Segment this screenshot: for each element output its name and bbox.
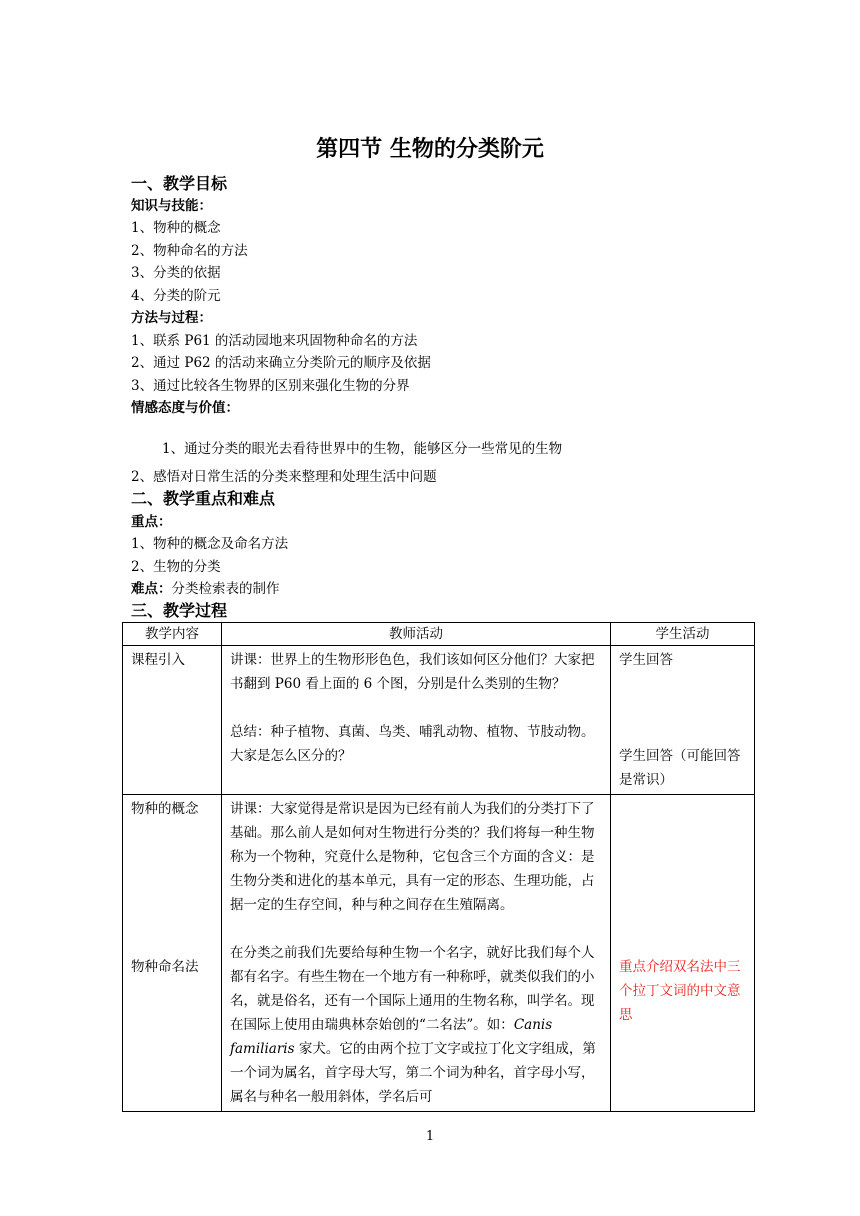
- table-row: [123, 646, 755, 795]
- emotion-heading: 情感态度与价值：: [131, 400, 239, 416]
- row2-student-note: 重点介绍双名法中三个拉丁文词的中文意思: [619, 959, 741, 1023]
- row2-teacher-naming: [230, 941, 602, 1109]
- row2-content-naming: 物种命名法: [131, 959, 199, 975]
- row1-teacher: [222, 646, 611, 795]
- row1-student: [611, 646, 755, 795]
- page-number: 1: [425, 1129, 435, 1144]
- difficult-text: 分类检索表的制作: [171, 581, 280, 597]
- method-item: 2、通过 P62 的活动来确立分类阶元的顺序及依据: [131, 355, 431, 371]
- emotion-item: 2、感悟对日常生活的分类来整理和处理生活中问题: [131, 469, 437, 485]
- key-item: 2、生物的分类: [131, 559, 221, 575]
- key-item: 1、物种的概念及命名方法: [131, 536, 289, 552]
- header-content: 教学内容: [123, 623, 222, 646]
- emotion-item: 1、通过分类的眼光去看待世界中的生物，能够区分一些常见的生物: [162, 441, 563, 457]
- difficult-label: 难点：: [131, 581, 172, 597]
- table-header-row: [123, 623, 755, 646]
- method-heading: 方法与过程：: [131, 310, 212, 326]
- knowledge-heading: 知识与技能：: [131, 198, 212, 214]
- naming-text-cont: 家犬。它的由两个拉丁文字或拉丁化文字组成，第一个词为属名，首字母大写，第二个词为种名，首字母小写，属名与种名一般用斜体，学名后可: [230, 1041, 596, 1105]
- knowledge-item: 2、物种命名的方法: [131, 243, 248, 259]
- page-title: 第四节 生物的分类阶元: [316, 137, 544, 162]
- knowledge-item: 4、分类的阶元: [131, 288, 221, 304]
- row1-content: 课程引入: [123, 646, 222, 795]
- row1-student-answer-2: 学生回答（可能回答是常识）: [619, 748, 741, 788]
- method-item: 1、联系 P61 的活动园地来巩固物种命名的方法: [131, 333, 418, 349]
- table-row: [123, 795, 755, 1112]
- goals-heading: 一、教学目标: [131, 174, 228, 193]
- knowledge-item: 3、分类的依据: [131, 265, 221, 281]
- key-label: 重点：: [131, 514, 172, 530]
- process-heading: 三、教学过程: [131, 601, 228, 620]
- key-heading: 二、教学重点和难点: [131, 489, 276, 508]
- process-table: [122, 622, 755, 1112]
- row1-student-answer: 学生回答: [619, 652, 673, 668]
- header-teacher: 教师活动: [222, 623, 611, 646]
- knowledge-item: 1、物种的概念: [131, 220, 221, 236]
- row1-teacher-lecture: 讲课：世界上的生物形形色色，我们该如何区分他们？大家把书翻到 P60 看上面的 6 个图，分别是什么类别的生物？: [230, 652, 595, 692]
- row2-content-species: 物种的概念: [131, 801, 199, 817]
- latin-name: Canis familiaris: [230, 1017, 553, 1057]
- row1-teacher-summary: 总结：种子植物、真菌、鸟类、哺乳动物、植物、节肢动物。大家是怎么区分的？: [230, 724, 595, 764]
- naming-text: 在分类之前我们先要给每种生物一个名字，就好比我们每个人都有名字。有些生物在一个地方有一种称呼，就类似我们的小名，就是俗名，还有一个国际上通用的生物名称，叫学名。现在国际上使用由瑞典林奈始创的“二名法”。如：: [230, 945, 595, 1033]
- row2-student: [611, 795, 755, 1112]
- row2-content: [123, 795, 222, 1112]
- row2-teacher-lecture: 讲课：大家觉得是常识是因为已经有前人为我们的分类打下了基础。那么前人是如何对生物进行分类的？我们将每一种生物称为一个物种，究竟什么是物种，它包含三个方面的含义：是生物分类和进化的基本单元，具有一定的形态、生理功能，占据一定的生存空间，种与种之间存在生殖隔离。: [230, 801, 595, 913]
- difficult-line: [131, 580, 280, 598]
- header-student: 学生活动: [611, 623, 755, 646]
- row2-teacher: [222, 795, 611, 1112]
- method-item: 3、通过比较各生物界的区别来强化生物的分界: [131, 378, 410, 394]
